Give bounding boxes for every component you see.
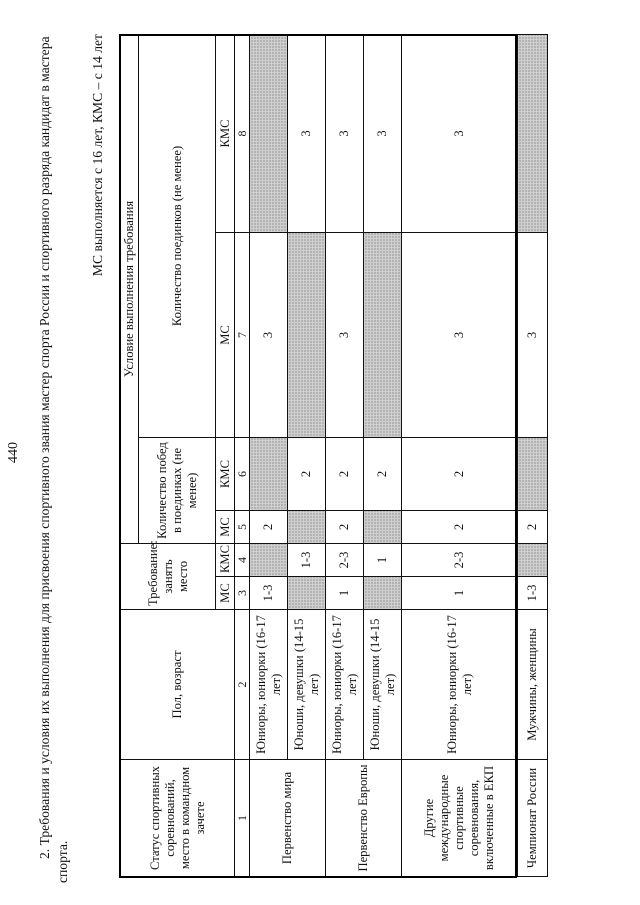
- header-requirement-place: Требование: занять место: [121, 543, 216, 609]
- wins-ms-cell: 2: [402, 510, 518, 543]
- status-cell: Первенство Европы: [326, 760, 402, 877]
- place-ms-cell: 1-3: [518, 577, 548, 610]
- header-bouts: Количество поединков (не менее): [139, 34, 216, 437]
- wins-kms-label: КМС: [216, 437, 235, 510]
- col-number: 6: [235, 437, 250, 510]
- wins-ms-cell-shaded: [364, 510, 402, 543]
- place-ms-cell: 1-3: [250, 577, 288, 610]
- place-kms-cell: 2-3: [326, 543, 364, 576]
- wins-ms-cell-shaded: [288, 510, 326, 543]
- wins-kms-cell: 2: [288, 437, 326, 510]
- wins-kms-cell: 2: [364, 437, 402, 510]
- header-gender-age: Пол, возраст: [121, 610, 235, 760]
- header-wins: Количество побед в поединках (не менее): [139, 437, 216, 543]
- col-number: 3: [235, 577, 250, 610]
- status-cell: Другие международные спортивные соревнования, включенные в ЕКП: [402, 760, 518, 877]
- place-kms-cell-shaded: [250, 543, 288, 576]
- age-note: МС выполняется с 16 лет, КМС – с 14 лет: [90, 34, 105, 277]
- wins-ms-cell: 2: [518, 510, 548, 543]
- group-cell: Юниоры, юниорки (16-17 лет): [402, 610, 518, 760]
- table-row: [518, 34, 548, 876]
- table-row: [250, 34, 288, 876]
- requirements-table: [120, 34, 548, 877]
- table-row: [364, 34, 402, 876]
- header-condition: Условие выполнения требования: [121, 34, 139, 543]
- bouts-kms-cell-shaded: [250, 34, 288, 232]
- table-row: [288, 34, 326, 876]
- wins-kms-cell-shaded: [518, 437, 548, 510]
- group-cell: Юноши, девушки (14-15 лет): [288, 610, 326, 760]
- place-kms-cell-shaded: [518, 543, 548, 576]
- wins-kms-cell-shaded: [250, 437, 288, 510]
- bouts-kms-cell: 3: [402, 34, 518, 232]
- header-status: Статус спортивных соревнований, место в командном зачете: [121, 760, 235, 877]
- col-number: 7: [235, 232, 250, 437]
- bouts-kms-cell: 3: [288, 34, 326, 232]
- bouts-kms-label: КМС: [216, 34, 235, 232]
- col-number: 5: [235, 510, 250, 543]
- place-kms-label: КМС: [216, 543, 235, 576]
- wins-kms-cell: 2: [326, 437, 364, 510]
- place-ms-label: МС: [216, 577, 235, 610]
- bouts-ms-label: МС: [216, 232, 235, 437]
- place-ms-cell-shaded: [364, 577, 402, 610]
- bouts-ms-cell: 3: [250, 232, 288, 437]
- bouts-ms-cell-shaded: [364, 232, 402, 437]
- column-numbers-row: [235, 34, 250, 876]
- group-cell: Юниоры, юниорки (16-17 лет): [326, 610, 364, 760]
- table-row: [402, 34, 518, 876]
- bouts-kms-cell: 3: [326, 34, 364, 232]
- place-kms-cell: 1-3: [288, 543, 326, 576]
- place-ms-cell-shaded: [288, 577, 326, 610]
- bouts-kms-cell-shaded: [518, 34, 548, 232]
- place-kms-cell: 2-3: [402, 543, 518, 576]
- bouts-ms-cell: 3: [518, 232, 548, 437]
- group-cell: Юноши, девушки (14-15 лет): [364, 610, 402, 760]
- status-cell: Первенство мира: [250, 760, 326, 877]
- place-kms-cell: 1: [364, 543, 402, 576]
- col-number: 8: [235, 34, 250, 232]
- section-heading: 2. Требования и условия их выполнения для присвоения спортивного звания мастер спорта России и спортивного разряда кандидат в мастера спорта.: [37, 36, 70, 883]
- bouts-kms-cell: 3: [364, 34, 402, 232]
- place-ms-cell: 1: [402, 577, 518, 610]
- col-number: 2: [235, 610, 250, 760]
- bouts-ms-cell: 3: [402, 232, 518, 437]
- wins-ms-cell: 2: [326, 510, 364, 543]
- wins-kms-cell: 2: [402, 437, 518, 510]
- page-number: 440: [6, 442, 21, 463]
- wins-ms-label: МС: [216, 510, 235, 543]
- group-cell: Мужчины, женщины: [518, 610, 548, 760]
- table-row: [326, 34, 364, 876]
- col-number: 4: [235, 543, 250, 576]
- place-ms-cell: 1: [326, 577, 364, 610]
- group-cell: Юниоры, юниорки (16-17 лет): [250, 610, 288, 760]
- bouts-ms-cell-shaded: [288, 232, 326, 437]
- col-number: 1: [235, 760, 250, 877]
- wins-ms-cell: 2: [250, 510, 288, 543]
- header-row-1: [121, 34, 139, 876]
- status-cell: Чемпионат России: [518, 760, 548, 877]
- bouts-ms-cell: 3: [326, 232, 364, 437]
